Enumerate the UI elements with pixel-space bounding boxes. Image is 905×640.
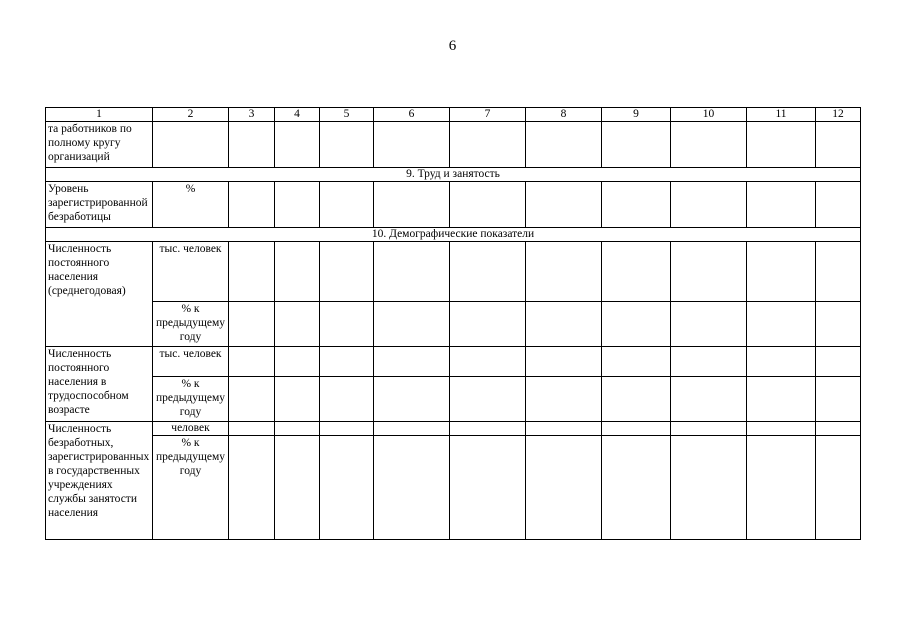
header-cell: 10 [671,108,747,122]
table-row [46,436,861,540]
unit-cell: человек [153,422,229,436]
row-label-working-age: Численность постоянного населения в трудоспособном возрасте [46,347,153,422]
header-cell: 5 [320,108,374,122]
header-cell: 12 [816,108,861,122]
section-title-labor: 9. Труд и занятость [46,168,861,182]
table-row [46,182,861,228]
header-cell: 1 [46,108,153,122]
header-cell: 11 [747,108,816,122]
section-row [46,228,861,242]
header-cell: 9 [602,108,671,122]
section-title-demographics: 10. Демографические показатели [46,228,861,242]
header-cell: 2 [153,108,229,122]
table-row [46,377,861,422]
unit-cell: тыс. человек [153,242,229,302]
header-cell: 4 [275,108,320,122]
row-label-unemployed: Численность безработных, зарегистрированных в государственных учреждениях службы занятости населения [46,422,153,540]
table-row [46,242,861,302]
unit-cell: тыс. человек [153,347,229,377]
unit-cell: % к предыдущему году [153,302,229,347]
table-row [46,422,861,436]
table-row [46,122,861,168]
unit-cell: % [153,182,229,228]
header-cell: 6 [374,108,450,122]
header-cell: 8 [526,108,602,122]
header-row [46,108,861,122]
row-label-population: Численность постоянного населения (среднегодовая) [46,242,153,347]
unit-cell: % к предыдущему году [153,436,229,540]
unit-cell: % к предыдущему году [153,377,229,422]
header-cell: 7 [450,108,526,122]
table-row [46,302,861,347]
header-cell: 3 [229,108,275,122]
row-label-wages-continued: та работников по полному кругу организаций [46,122,153,168]
table-row [46,347,861,377]
page-number: 6 [448,38,457,54]
row-label-unemployment-rate: Уровень зарегистрированной безработицы [46,182,153,228]
indicator-table [45,107,861,540]
section-row [46,168,861,182]
